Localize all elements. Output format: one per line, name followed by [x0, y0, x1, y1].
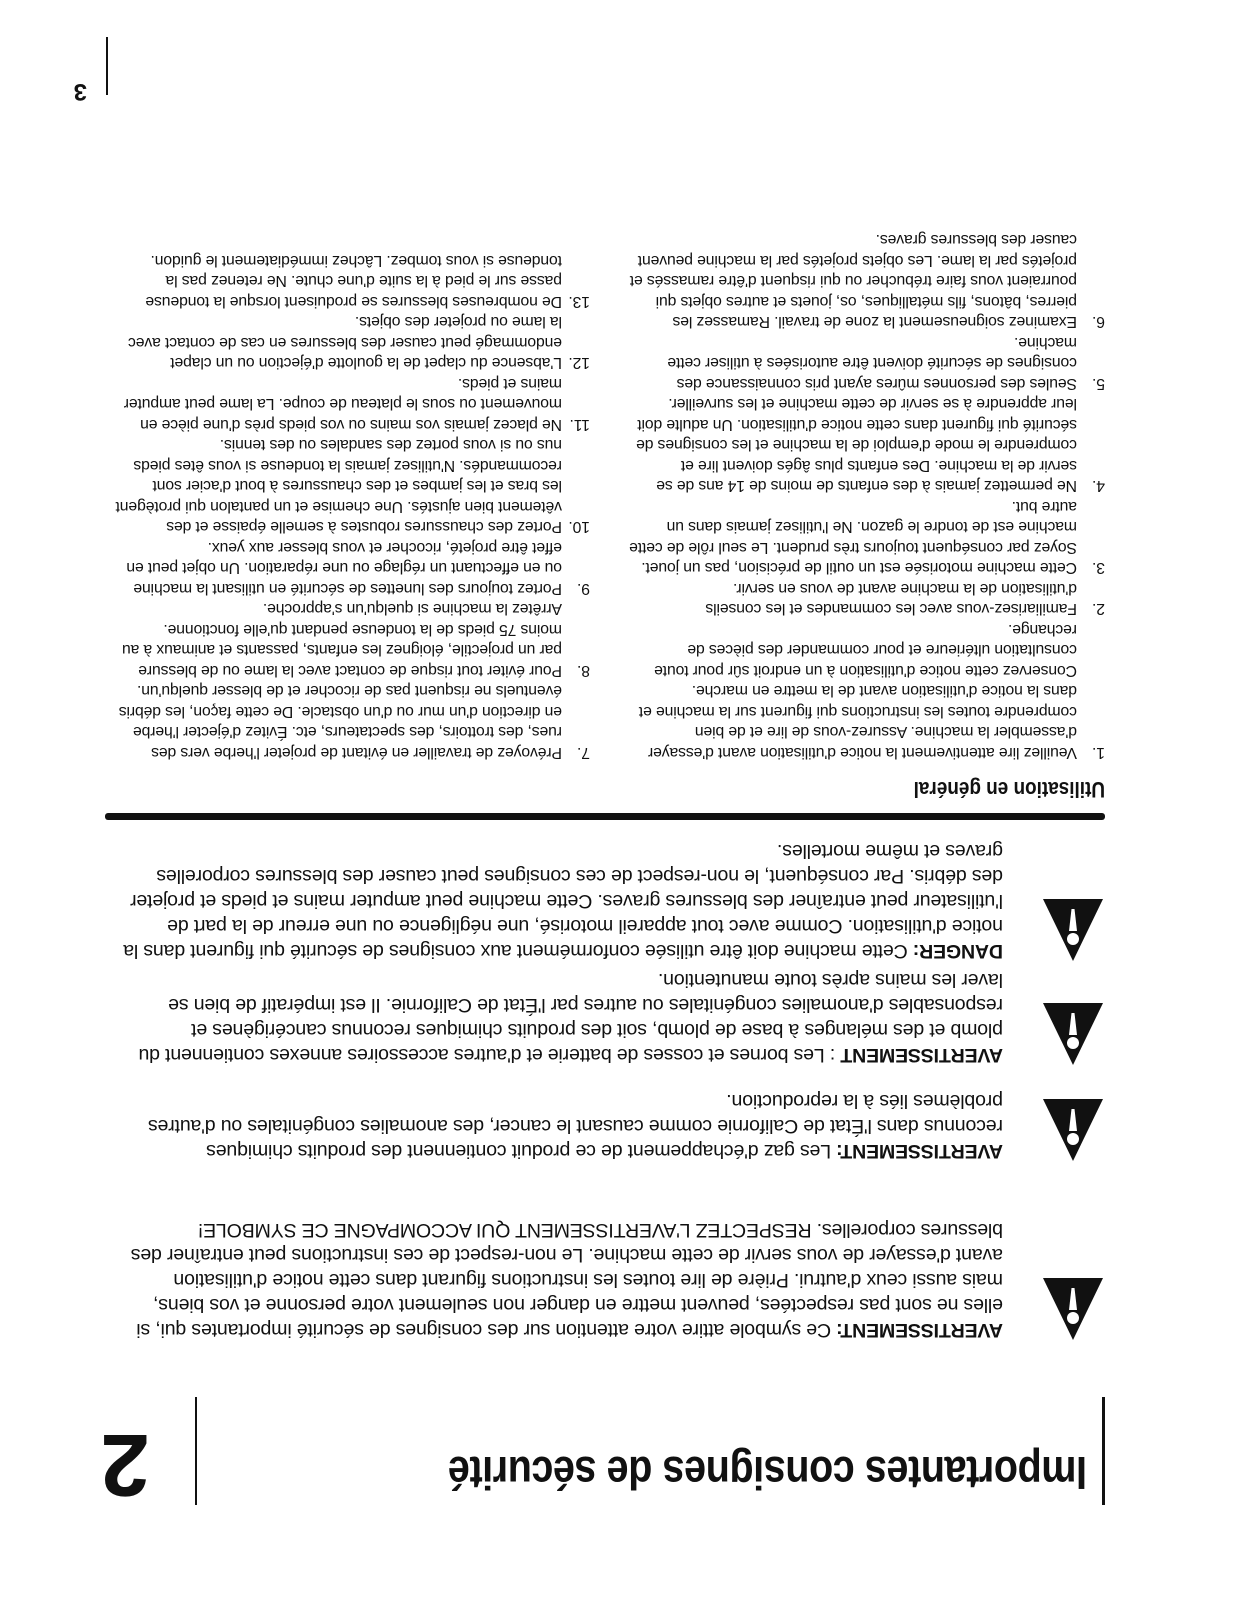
item-text: Examinez soigneusement la zone de travail. Ramassez les pierres, bâtons, fils métalliques, os, jouets et autres objets qui pourraient vous faire trébucher ou qui risquent d'être ramassés et projetés par la lame. Les objets projetés par la machine peuvent causer des blessures graves. — [629, 231, 1077, 331]
list-item — [114, 250, 590, 312]
warning-text — [123, 1217, 1003, 1342]
item-number: 6. — [1092, 313, 1105, 331]
chapter-divider — [195, 1397, 197, 1505]
item-number: 10. — [568, 518, 590, 536]
list-item — [629, 393, 1105, 496]
exclamation-triangle-icon — [1041, 1097, 1105, 1163]
warning-body: : Les bornes et cosses de batterie et d'autres accessoires annexes contiennent du plomb et des mélanges à base de plomb, soit des produits chimiques reconnus cancérigènes et responsables d'anomalies congénitales ou autres par l'État de Californie. Il est impératif de bien se laver les mains après toute manutention. — [138, 969, 1003, 1066]
warning-text — [123, 1088, 1003, 1163]
exclamation-triangle-icon — [1041, 1276, 1105, 1342]
page-number: 3 — [73, 78, 87, 105]
warning-label: DANGER: — [912, 940, 1003, 962]
item-text: Portez toujours des lunettes de sécurité en utilisant la machine ou en effectuant un réglage ou une réparation. Un objet peut en effet être projeté, ricocher et vous blesser aux yeux. — [126, 539, 562, 597]
list-item — [629, 332, 1105, 394]
item-text: Familiarisez-vous avec les commandes et les conseils d'utilisation de la machine avant de vous en servir. — [705, 580, 1077, 618]
item-text: Portez des chaussures robustes à semelle épaisse et des vêtement bien ajustés. Une chemise et un pantalon qui protègent les bras et les jambes et des chaussures à bout d'acier sont recommandés. N'utilisez jamais la tondeuse si vous êtes pieds nus ou si vous portez des sandales ou des tennis. — [115, 436, 562, 536]
list-item — [114, 311, 590, 373]
list-item — [114, 680, 590, 762]
list-item — [114, 373, 590, 435]
page-title: Importantes consignes de sécurité — [448, 1447, 1087, 1499]
item-text: L'absence du clapet de la goulotte d'éjection ou un clapet endommagé peut causer des blessures en cas de contact avec la lame ou projeter des objets. — [128, 313, 562, 372]
item-text: Ne placez jamais vos mains ou vos pieds près d'une pièce en mouvement ou sous le plateau de coupe. La lame peut amputer mains et pieds. — [123, 375, 562, 433]
instructions-column-right — [114, 250, 590, 763]
list-item — [114, 434, 590, 537]
exclamation-triangle-icon — [1041, 1001, 1105, 1067]
item-text: Ne permettez jamais à des enfants de moins de 14 ans de se servir de la machine. Des enfants plus âgés doivent lire et comprendre le mode d'emploi de la machine et les consignes de sécurité qui figurent dans cette notice d'utilisation. Un adulte doit leur apprendre à se servir de cette machine et les surveiller. — [636, 395, 1077, 495]
item-number: 1. — [1092, 744, 1105, 761]
list-item — [629, 496, 1105, 578]
title-left-bar — [1102, 1397, 1105, 1505]
warning-body: Cette machine doit être utilisée conformément aux consignes de sécurité qui figurent dans la notice d'utilisation. Comme avec tout appareil motorisé, une négligence ou une erreur de la part de l'utilisateur peut entraîner des blessures graves. Cette machine peut amputer mains et pieds et projeter des débris. Par conséquent, le non-respect de ces consignes peut causer des blessures corporelles graves et même mortelles. — [123, 840, 1003, 962]
item-text: Seules des personnes mûres ayant pris connaissance des consignes de sécurité doivent être autorisées à utiliser cette machine. — [667, 334, 1077, 392]
item-number: 7. — [577, 744, 590, 761]
warning-text — [123, 967, 1003, 1067]
footer-divider — [106, 37, 108, 95]
item-number: 13. — [568, 293, 590, 310]
exclamation-triangle-icon — [1041, 897, 1105, 963]
instructions-column-left — [629, 229, 1105, 762]
warning-body: Les gaz d'échappement de ce produit contiennent des produits chimiques reconnus dans l'État de Californie comme causant le cancer, des anomalies congénitales ou d'autres problèmes liés à la reproduction. — [148, 1090, 1003, 1162]
list-item — [629, 229, 1105, 332]
item-text: De nombreuses blessures se produisent lorsque la tondeuse passe sur le pied à la suite d'une chute. Ne retenez pas la tondeuse si vous tombez. Lâchez immédiatement le guidon. — [145, 252, 562, 310]
item-number: 2. — [1092, 600, 1105, 618]
list-item — [114, 537, 590, 599]
list-item — [114, 598, 590, 680]
item-number: 11. — [569, 416, 590, 433]
item-number: 12. — [568, 354, 590, 372]
section-title: Utilisation en général — [913, 777, 1105, 802]
section-rule — [105, 813, 1105, 820]
warning-label: AVERTISSEMENT — [840, 1044, 1003, 1066]
item-text: Veuillez lire attentivement la notice d'utilisation avant d'essayer d'assembler la machine. Assurez-vous de lire et de bien comprendre toutes les instructions qui figurent sur la machine et dans la notice d'utilisation avant de la mettre en marche. Conservez cette notice d'utilisation à un endroit sûr pour toute consultation ultérieure et pour commander des pièces de rechange. — [638, 621, 1077, 761]
item-text: Cette machine motorisée est un outil de précision, pas un jouet. Soyez par conséquent toujours très prudent. Le seul rôle de cette machine est de tondre le gazon. Ne l'utilisez jamais dans un autre but. — [629, 498, 1077, 577]
item-number: 5. — [1092, 375, 1105, 392]
warning-label: AVERTISSEMENT: — [836, 1140, 1003, 1162]
item-number: 9. — [577, 580, 590, 597]
chapter-number: 2 — [100, 1416, 150, 1515]
warning-label: AVERTISSEMENT: — [836, 1319, 1003, 1341]
list-item — [629, 619, 1105, 763]
item-number: 4. — [1092, 477, 1105, 495]
item-number: 8. — [577, 662, 590, 679]
warning-text — [123, 838, 1003, 963]
item-text: Pour éviter tout risque de contact avec la lame ou de blessure par un projectile, éloignez les enfants, passants et animaux à au moins 75 pieds de la tondeuse pendant qu'elle fonctionne. Arrêtez la machine si quelqu'un s'approche. — [122, 600, 562, 679]
item-number: 3. — [1092, 559, 1105, 577]
warning-body: Ce symbole attire votre attention sur des consignes de sécurité importantes qui, si elles ne sont pas respectées, peuvent mettre en danger non seulement votre personne et vos biens, mais aussi ceux d'autrui. Prière de lire toutes les instructions figurant dans cette notice d'utilisation avant d'essayer de vous servir de cette machine. Le non-respect de ces instructions peut entraîner des blessures corporelles. RESPECTEZ L'AVERTISSEMENT QUI ACCOMPAGNE CE SYMBOLE! — [130, 1219, 1003, 1341]
list-item — [629, 578, 1105, 619]
item-text: Prévoyez de travailler en évitant de projeter l'herbe vers des rues, des trottoirs, des spectateurs, etc. Évitez d'éjecter l'herbe en direction d'un mur ou d'un obstacle. De cette façon, les débris éventuels ne risquent pas de ricocher et de blesser quelqu'un. — [118, 682, 562, 761]
